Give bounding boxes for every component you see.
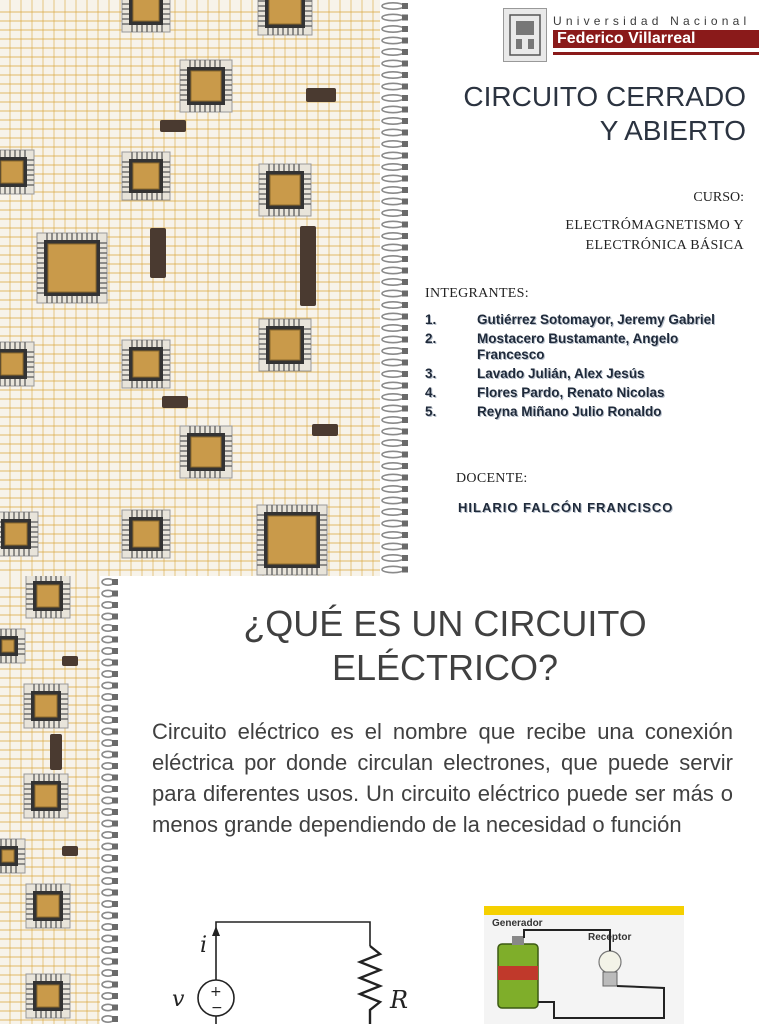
microchip (24, 774, 68, 818)
circuit-board-image (0, 0, 380, 576)
resistor-component (306, 88, 336, 102)
member-name: Gutiérrez Sotomayor, Jeremy Gabriel (477, 312, 715, 327)
resistor-component (160, 120, 186, 132)
microchip (180, 60, 232, 112)
microchip (122, 0, 170, 32)
circuit-photo (484, 906, 684, 1024)
resistor-component (150, 228, 166, 278)
slide-title-line2: Y ABIERTO (599, 115, 746, 146)
slide-heading (150, 602, 740, 690)
university-logo (503, 8, 759, 62)
slide-heading-line1: ¿QUÉ ES UN CIRCUITO (243, 603, 647, 644)
list-item (425, 404, 745, 420)
microchip (26, 884, 70, 928)
resistor-component (312, 424, 338, 436)
microchip (0, 150, 34, 194)
slide-title-line1: CIRCUITO CERRADO (463, 81, 746, 112)
battery-icon (498, 936, 538, 1008)
resistor-label: R (390, 986, 409, 1014)
list-item-number: 1. (425, 312, 437, 327)
university-name-line2: Federico Villarreal (553, 30, 759, 48)
microchip (0, 512, 38, 556)
course-label: CURSO: (693, 190, 744, 205)
course-name (424, 216, 744, 256)
receiver-label: Receptor (588, 932, 632, 943)
member-name: Flores Pardo, Renato Nicolas (477, 385, 665, 400)
resistor-component (62, 846, 78, 856)
course-name-line1: ELECTRÓMAGNETISMO Y (565, 218, 744, 233)
microchip (122, 510, 170, 558)
current-label: i (200, 933, 208, 958)
list-item-number: 3. (425, 366, 437, 381)
list-item-number: 4. (425, 385, 437, 400)
resistor-icon (360, 946, 380, 1024)
member-name: Mostacero Bustamante, Angelo Francesco (477, 331, 679, 362)
voltage-source-icon (198, 980, 234, 1016)
university-emblem-icon (503, 8, 547, 62)
microchip (0, 629, 25, 663)
voltage-label: v (172, 987, 185, 1012)
resistor-component (300, 226, 316, 306)
microchip (257, 505, 327, 575)
microchip (180, 426, 232, 478)
microchip (122, 340, 170, 388)
list-item-number: 2. (425, 331, 437, 346)
list-item (425, 385, 745, 401)
university-name-line1: Universidad Nacional (553, 14, 751, 28)
list-item (425, 331, 745, 363)
list-item-number: 5. (425, 404, 437, 419)
member-name: Lavado Julián, Alex Jesús (477, 366, 645, 381)
plus-sign: + (210, 984, 222, 1000)
member-name: Reyna Miñano Julio Ronaldo (477, 404, 662, 419)
definition-slide (0, 576, 768, 1024)
generator-label: Generador (492, 918, 543, 929)
circuit-diagram (160, 906, 430, 1024)
teacher-label: DOCENTE: (456, 471, 528, 486)
spiral-binding-icon (380, 0, 410, 576)
lightbulb-icon (599, 951, 621, 986)
microchip (24, 684, 68, 728)
circuit-board-image (0, 576, 100, 1024)
microchip (26, 576, 70, 618)
resistor-component (162, 396, 188, 408)
microchip (37, 233, 107, 303)
microchip (0, 839, 25, 873)
microchip (259, 164, 311, 216)
microchip (0, 342, 34, 386)
course-name-line2: ELECTRÓNICA BÁSICA (585, 238, 744, 253)
resistor-component (62, 656, 78, 666)
slide-title (416, 80, 746, 148)
minus-sign: − (211, 1000, 223, 1016)
microchip (258, 0, 312, 35)
logo-underline (553, 52, 759, 55)
members-list (425, 312, 745, 423)
list-item (425, 366, 745, 382)
definition-paragraph: Circuito eléctrico es el nombre que recibe una conexión eléctrica por donde circulan electrones, que puede servir para diferentes usos. Un circuito eléctrico puede ser más o menos grande dependiendo de la necesidad o función (152, 719, 733, 837)
microchip (122, 152, 170, 200)
members-label: INTEGRANTES: (425, 286, 529, 301)
list-item (425, 312, 745, 328)
spiral-binding-icon (100, 576, 120, 1024)
microchip (259, 319, 311, 371)
resistor-component (50, 734, 62, 770)
teacher-name: HILARIO FALCÓN FRANCISCO (458, 500, 674, 515)
current-arrow-icon (212, 926, 220, 936)
slide-heading-line2: ELÉCTRICO? (331, 647, 559, 688)
microchip (26, 974, 70, 1018)
